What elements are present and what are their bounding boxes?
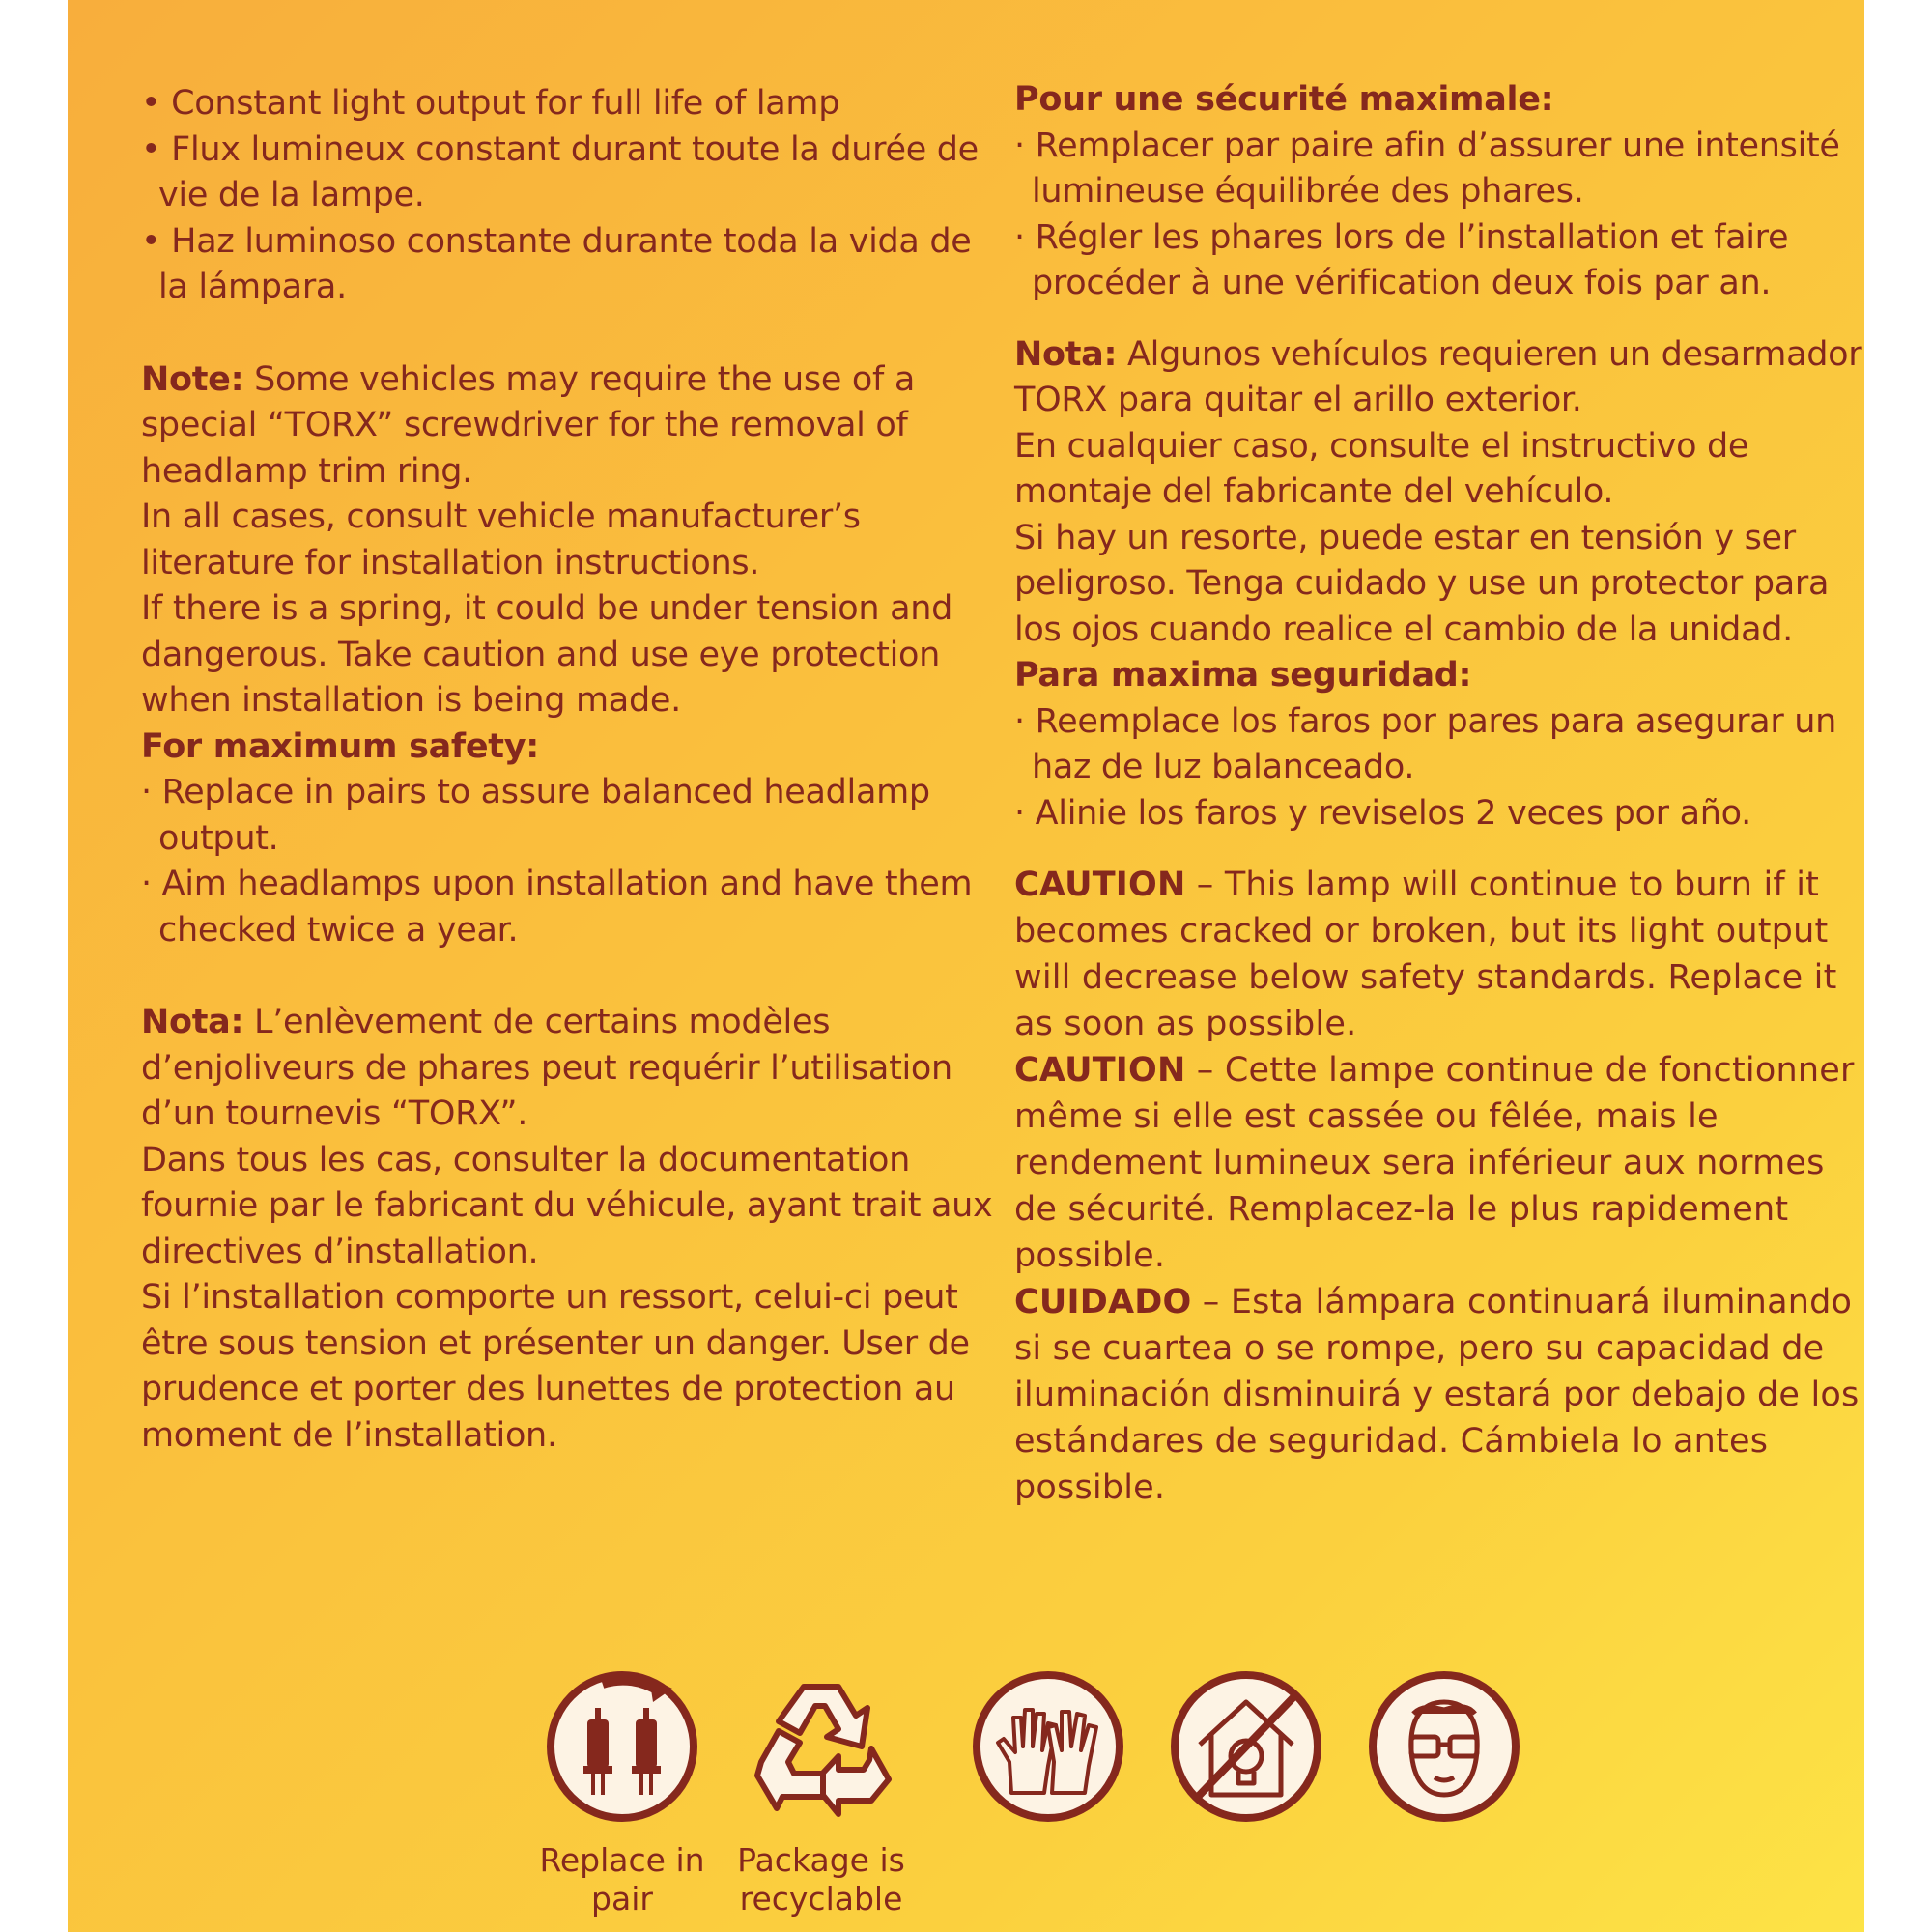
safety-es-heading: Para maxima seguridad: (1014, 656, 1472, 695)
safety-es-item: · Reemplace los faros por pares para asegurar un haz de luz balanceado. (1014, 701, 1836, 786)
note-es-label: Nota: (1014, 334, 1118, 374)
safety-fr-item: · Régler les phares lors de l’installation et faire procéder à une vérification deux fois par an. (1014, 217, 1789, 302)
note-en-p2: In all cases, consult vehicle manufacturer’s literature for installation instructions. (141, 497, 861, 582)
bullet-fr: • Flux lumineux constant durant toute la durée de vie de la lampe. (141, 129, 979, 214)
cuidado-es (1014, 1279, 1864, 1511)
gloves-icon (971, 1669, 1125, 1824)
safety-en-list (141, 770, 1010, 953)
bullet-es: • Haz luminoso constante durante toda la vida de la lámpara. (141, 221, 972, 306)
caution-en-label: CAUTION (1014, 866, 1186, 904)
safety-fr-item: · Remplacer par paire afin d’assurer une intensité lumineuse équilibrée des phares. (1014, 126, 1840, 211)
note-fr-text: L’enlèvement de certains modèles d’enjoliveurs de phares peut requérir l’utilisation d’un tournevis “TORX”. (141, 1003, 952, 1133)
bullet-en: • Constant light output for full life of lamp (141, 84, 840, 123)
note-en (141, 357, 1010, 496)
note-en-text: Some vehicles may require the use of a special “TORX” screwdriver for the removal of headlamp trim ring. (141, 359, 916, 491)
caution-en (1014, 862, 1864, 1047)
safety-en-heading: For maximum safety: (141, 726, 539, 766)
safety-en-item: · Aim headlamps upon installation and have them checked twice a year. (141, 865, 973, 950)
note-es-text: Algunos vehículos requieren un desarmador TORX para quitar el arillo exterior. (1014, 334, 1862, 419)
replace-in-pair-caption: Replace in pair (539, 1841, 705, 1918)
note-fr-p2: Dans tous les cas, consulter la documentation fournie par le fabricant du véhicule, ayant trait aux directives d’installation. (141, 1140, 993, 1271)
no-indoor-use-icon (1169, 1669, 1323, 1824)
safety-en-item: · Replace in pairs to assure balanced headlamp output. (141, 773, 930, 858)
cuidado-es-label: CUIDADO (1014, 1283, 1192, 1321)
note-es (1014, 332, 1864, 424)
caution-en-text: – This lamp will continue to burn if it becomes cracked or broken, but its light output will decrease below safety standards. Replace it as soon as possible. (1014, 866, 1837, 1043)
safety-fr-heading: Pour une sécurité maximale: (1014, 80, 1554, 119)
cuidado-es-text: – Esta lámpara continuará iluminando si se cuartea o se rompe, pero su capacidad de iluminación disminuirá y estará por debajo de los estándares de seguridad. Cámbiela lo antes possible. (1014, 1283, 1860, 1507)
note-fr-label: Nota: (141, 1003, 244, 1041)
safety-es-list (1014, 699, 1864, 838)
safety-es-item: · Alinie los faros y reviselos 2 veces por año. (1014, 793, 1751, 833)
note-fr (141, 1000, 1010, 1138)
note-es-p2: En cualquier caso, consulte el instructivo de montaje del fabricante del vehículo. (1014, 426, 1749, 511)
safety-fr-list (1014, 124, 1864, 307)
note-en-p3: If there is a spring, it could be under tension and dangerous. Take caution and use eye protection when installation is being made. (141, 589, 953, 720)
left-column (141, 81, 1010, 1459)
pictogram-row (473, 1669, 1536, 1918)
replace-in-pair-icon (545, 1669, 699, 1824)
feature-bullets (141, 81, 1010, 311)
package-back-panel (68, 0, 1864, 1932)
note-es-p3: Si hay un resorte, puede estar en tensión y ser peligroso. Tenga cuidado y use un protector para los ojos cuando realice el cambio de la unidad. (1014, 518, 1830, 649)
recycle-icon (744, 1669, 898, 1824)
right-column (1014, 77, 1864, 1511)
caution-fr (1014, 1047, 1864, 1279)
caution-fr-label: CAUTION (1014, 1051, 1186, 1090)
recyclable-caption: Package is recyclable (737, 1841, 905, 1918)
note-en-label: Note: (141, 359, 244, 399)
safety-glasses-icon (1367, 1669, 1521, 1824)
caution-fr-text: – Cette lampe continue de fonctionner même si elle est cassée ou fêlée, mais le rendement lumineux sera inférieur aux normes de sécurité. Remplacez-la le plus rapidement possible. (1014, 1051, 1855, 1275)
note-fr-p3: Si l’installation comporte un ressort, celui-ci peut être sous tension et présenter un danger. User de prudence et porter des lunettes de protection au moment de l’installation. (141, 1278, 970, 1455)
